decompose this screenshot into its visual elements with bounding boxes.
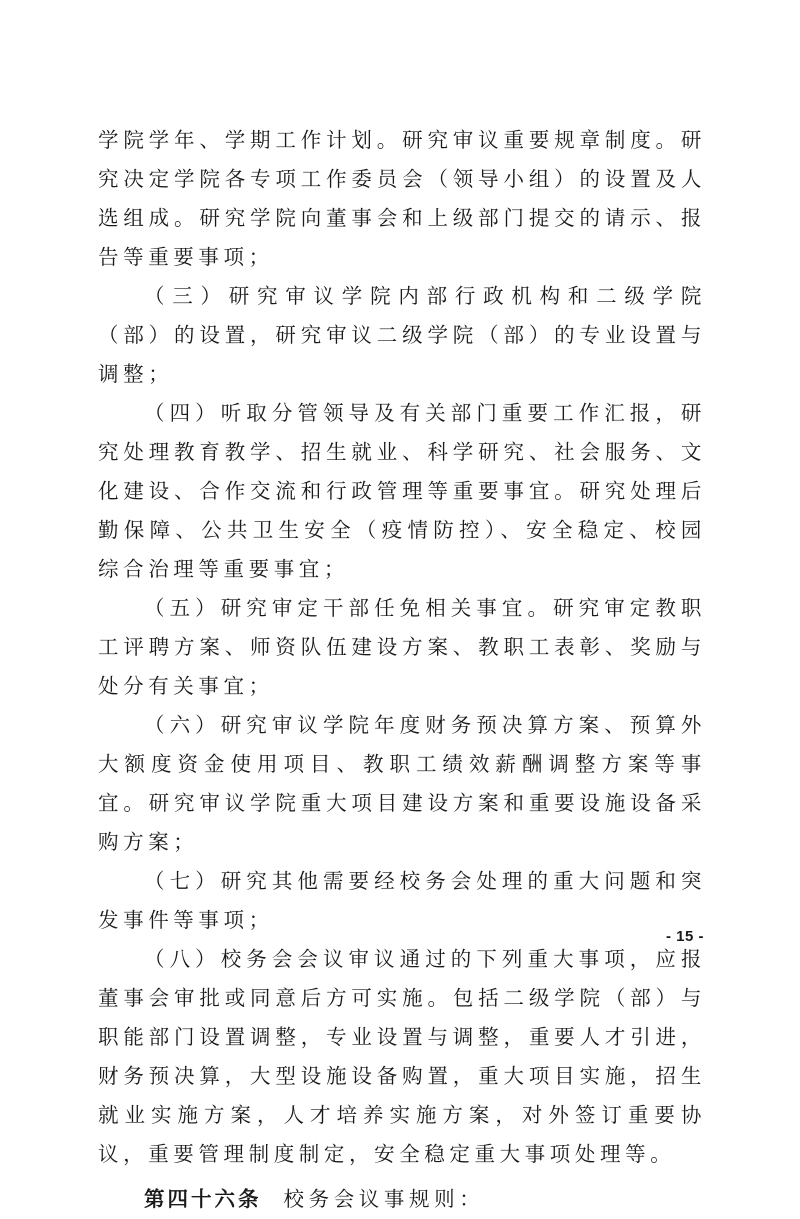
paragraph-item-5: （五）研究审定干部任免相关事宜。研究审定教职工评聘方案、师资队伍建设方案、教职工表彰、奖励与处分有关事宜； [98, 596, 706, 698]
paragraph-item-3: （三）研究审议学院内部行政机构和二级学院（部）的设置，研究审议二级学院（部）的专业设置与调整； [98, 284, 706, 386]
paragraph-item-8: （八）校务会会议审议通过的下列重大事项，应报董事会审批或同意后方可实施。包括二级学院（部）与职能部门设置调整，专业设置与调整，重要人才引进，财务预决算，大型设施设备购置，重大项目实施，招生就业实施方案，人才培养实施方案，对外签订重要协议，重要管理制度制定，安全稳定重大事项处理等。 [98, 947, 706, 1166]
article-46 [98, 1180, 706, 1219]
paragraph-item-6: （六）研究审议学院年度财务预决算方案、预算外大额度资金使用项目、教职工绩效薪酬调整方案等事宜。研究审议学院重大项目建设方案和重要设施设备采购方案； [98, 713, 706, 854]
paragraph-item-7: （七）研究其他需要经校务会处理的重大问题和突发事件等事项； [98, 869, 706, 932]
paragraph-item-4: （四）听取分管领导及有关部门重要工作汇报，研究处理教育教学、招生就业、科学研究、社会服务、文化建设、合作交流和行政管理等重要事宜。研究处理后勤保障、公共卫生安全（疫情防控）、安全稳定、校园综合治理等重要事宜； [98, 401, 706, 581]
page-number: - 15 - [665, 928, 704, 945]
article-text: 校务会议事规则： [283, 1187, 485, 1211]
document-body [98, 121, 706, 1219]
paragraph-continuation: 学院学年、学期工作计划。研究审议重要规章制度。研究决定学院各专项工作委员会（领导小组）的设置及人选组成。研究学院向董事会和上级部门提交的请示、报告等重要事项； [98, 128, 706, 269]
article-title: 第四十六条 [144, 1187, 262, 1211]
